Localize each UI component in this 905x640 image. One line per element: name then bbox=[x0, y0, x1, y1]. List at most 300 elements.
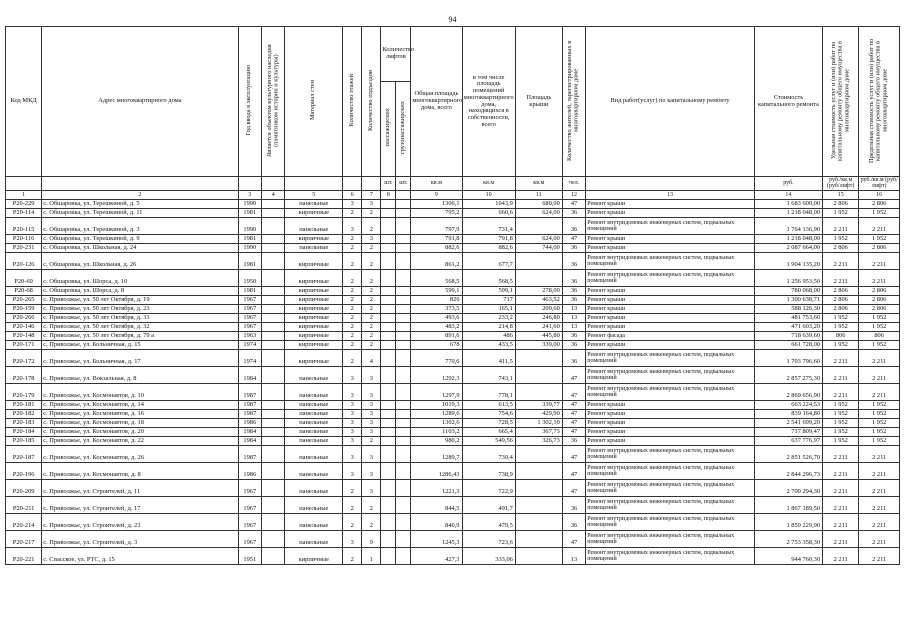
cell-cost: 944 760,30 bbox=[754, 548, 822, 565]
cell-work-type: Ремонт внутридомовых инженерных систем, подвальных помещений bbox=[586, 218, 755, 235]
cell-floors: 3 bbox=[343, 367, 362, 384]
address-header: Адрес многоквартирного дома bbox=[42, 27, 238, 177]
table-row bbox=[6, 332, 900, 341]
cell-work-type: Ремонт внутридомовых инженерных систем, подвальных помещений bbox=[586, 497, 755, 514]
cell-entrances: 2 bbox=[362, 332, 381, 341]
cell-lifts-cargo bbox=[396, 437, 411, 446]
table-row bbox=[6, 341, 900, 350]
cell-code: Р20-181 bbox=[6, 401, 42, 410]
cell-work-type: Ремонт внутридомовых инженерных систем, подвальных помещений bbox=[586, 514, 755, 531]
cell-lifts-passenger bbox=[381, 463, 396, 480]
cell-floors: 2 bbox=[343, 253, 362, 270]
cell-unit-cost: 2 211 bbox=[823, 480, 859, 497]
cell-residents: 36 bbox=[562, 244, 585, 253]
unit-limit-cost: руб./кв.м (руб/лифт) bbox=[860, 177, 898, 190]
cell-code: Р20-214 bbox=[6, 514, 42, 531]
cell-wall-material: кирпичные bbox=[285, 235, 343, 244]
cell-roof-area bbox=[515, 446, 562, 463]
cell-work-type: Ремонт крыши bbox=[586, 410, 755, 419]
cell-total-area: 826 bbox=[411, 296, 462, 305]
cell-limit-cost: 2 211 bbox=[859, 218, 900, 235]
cell-code: Р20-178 bbox=[6, 367, 42, 384]
cell-work-type: Ремонт крыши bbox=[586, 235, 755, 244]
cell-lifts-cargo bbox=[396, 410, 411, 419]
cell-lifts-passenger bbox=[381, 384, 396, 401]
table-row bbox=[6, 480, 900, 497]
cell-cost: 481 753,60 bbox=[754, 314, 822, 323]
cell-heritage bbox=[262, 514, 285, 531]
unit-total-area: кв.м bbox=[411, 177, 462, 191]
cell-total-area: 427,3 bbox=[411, 548, 462, 565]
cell-code: Р20-69 bbox=[6, 270, 42, 287]
table-row bbox=[6, 384, 900, 401]
cell-cost: 1 867 189,50 bbox=[754, 497, 822, 514]
cell-code: Р20-159 bbox=[6, 305, 42, 314]
cell-heritage bbox=[262, 296, 285, 305]
cell-cost: 1 764 136,90 bbox=[754, 218, 822, 235]
cell-code: Р20-68 bbox=[6, 287, 42, 296]
cell-work-type: Ремонт фасада bbox=[586, 332, 755, 341]
cell-unit-cost: 2 806 bbox=[823, 296, 859, 305]
cost-header: Стоимость капитального ремонта bbox=[754, 27, 822, 177]
cell-wall-material: кирпичные bbox=[285, 323, 343, 332]
cell-floors: 3 bbox=[343, 531, 362, 548]
cell-limit-cost: 2 806 bbox=[859, 305, 900, 314]
cell-wall-material: панельные bbox=[285, 200, 343, 209]
cell-address: с. Приволжье, ул. Вокзальная, д. 8 bbox=[42, 367, 238, 384]
cell-total-area: 1297,9 bbox=[411, 384, 462, 401]
cell-heritage bbox=[262, 446, 285, 463]
cell-unit-cost: 1 952 bbox=[823, 401, 859, 410]
cell-address: с. Приволжье, ул. Космонавтов, д. 18 bbox=[42, 419, 238, 428]
cell-wall-material: кирпичные bbox=[285, 305, 343, 314]
cell-residents: 47 bbox=[562, 446, 585, 463]
cell-code: Р20-182 bbox=[6, 410, 42, 419]
cell-wall-material: кирпичные bbox=[285, 270, 343, 287]
cell-code: Р20-217 bbox=[6, 531, 42, 548]
cell-wall-material: кирпичные bbox=[285, 253, 343, 270]
cell-cost: 1 218 048,00 bbox=[754, 235, 822, 244]
cell-address: с. Приволжье, ул. Строителей, д. 11 bbox=[42, 480, 238, 497]
col-num: 9 bbox=[411, 190, 462, 200]
cell-total-area: 1019,3 bbox=[411, 401, 462, 410]
col-num: 3 bbox=[238, 190, 261, 200]
cell-year: 1967 bbox=[238, 314, 261, 323]
cell-wall-material: панельные bbox=[285, 401, 343, 410]
cell-total-area: 373,5 bbox=[411, 305, 462, 314]
cell-roof-area: 463,52 bbox=[515, 296, 562, 305]
cell-wall-material: кирпичные bbox=[285, 314, 343, 323]
cell-entrances: 3 bbox=[362, 200, 381, 209]
cell-code: Р20-183 bbox=[6, 419, 42, 428]
cell-heritage bbox=[262, 314, 285, 323]
cell-lifts-cargo bbox=[396, 332, 411, 341]
cell-unit-cost: 1 952 bbox=[823, 314, 859, 323]
cell-lifts-cargo bbox=[396, 296, 411, 305]
cell-residents: 47 bbox=[562, 200, 585, 209]
unit-roof-area: кв.м bbox=[515, 177, 562, 191]
cell-lifts-cargo bbox=[396, 350, 411, 367]
cell-lifts-passenger bbox=[381, 437, 396, 446]
cell-lifts-passenger bbox=[381, 270, 396, 287]
cell-cost: 1 300 638,71 bbox=[754, 296, 822, 305]
cell-owned-area: 1043,9 bbox=[462, 200, 515, 209]
cell-year: 1951 bbox=[238, 548, 261, 565]
cell-roof-area bbox=[515, 514, 562, 531]
cell-lifts-passenger bbox=[381, 287, 396, 296]
cell-year: 1987 bbox=[238, 384, 261, 401]
col-num: 8 bbox=[381, 190, 396, 200]
cell-year: 1963 bbox=[238, 332, 261, 341]
cell-work-type: Ремонт крыши bbox=[586, 244, 755, 253]
cell-address: с. Обшаровка, ул. Терешкиной, д. 11 bbox=[42, 209, 238, 218]
cell-lifts-cargo bbox=[396, 200, 411, 209]
table-row bbox=[6, 218, 900, 235]
cell-address: с. Приволжье, ул. Космонавтов, д. 26 bbox=[42, 446, 238, 463]
cell-owned-area: 731,4 bbox=[462, 218, 515, 235]
cell-entrances: 3 bbox=[362, 235, 381, 244]
cell-lifts-passenger bbox=[381, 350, 396, 367]
cell-code: Р20-126 bbox=[6, 253, 42, 270]
cell-work-type: Ремонт крыши bbox=[586, 428, 755, 437]
cell-limit-cost: 2 806 bbox=[859, 287, 900, 296]
cell-address: с. Приволжье, ул. 50 лет Октября, д. 79 а bbox=[42, 332, 238, 341]
lifts-passenger-header: пассажирских bbox=[384, 108, 392, 147]
cell-work-type: Ремонт внутридомовых инженерных систем, подвальных помещений bbox=[586, 350, 755, 367]
cell-heritage bbox=[262, 428, 285, 437]
cell-heritage bbox=[262, 531, 285, 548]
cell-floors: 2 bbox=[343, 287, 362, 296]
cell-heritage bbox=[262, 305, 285, 314]
cell-year: 1990 bbox=[238, 200, 261, 209]
cell-floors: 3 bbox=[343, 446, 362, 463]
cell-owned-area: 728,5 bbox=[462, 419, 515, 428]
cell-wall-material: кирпичные bbox=[285, 332, 343, 341]
repair-register-table bbox=[5, 26, 900, 565]
cell-code: Р20-179 bbox=[6, 384, 42, 401]
cell-year: 1981 bbox=[238, 235, 261, 244]
cell-address: с. Приволжье, ул. Космонавтов, д. 14 bbox=[42, 401, 238, 410]
cell-lifts-cargo bbox=[396, 235, 411, 244]
cell-residents: 47 bbox=[562, 235, 585, 244]
cell-floors: 2 bbox=[343, 314, 362, 323]
col-num: 13 bbox=[586, 190, 755, 200]
cell-roof-area: 339,77 bbox=[515, 401, 562, 410]
table-row bbox=[6, 323, 900, 332]
unit-max-cost: руб./кв.м (руб/лифт) bbox=[823, 177, 859, 191]
cell-year: 1981 bbox=[238, 253, 261, 270]
cell-roof-area: 367,73 bbox=[515, 428, 562, 437]
cell-floors: 2 bbox=[343, 480, 362, 497]
table-row bbox=[6, 446, 900, 463]
cell-lifts-cargo bbox=[396, 218, 411, 235]
cell-year: 1981 bbox=[238, 209, 261, 218]
cell-residents: 47 bbox=[562, 384, 585, 401]
cell-wall-material: панельные bbox=[285, 244, 343, 253]
cell-lifts-passenger bbox=[381, 531, 396, 548]
cell-limit-cost: 1 952 bbox=[859, 209, 900, 218]
cell-wall-material: кирпичные bbox=[285, 341, 343, 350]
cell-owned-area: 677,7 bbox=[462, 253, 515, 270]
cell-limit-cost: 1 952 bbox=[859, 235, 900, 244]
cell-entrances: 2 bbox=[362, 209, 381, 218]
cell-owned-area: 665,4 bbox=[462, 428, 515, 437]
cell-wall-material: панельные bbox=[285, 367, 343, 384]
cell-wall-material: кирпичные bbox=[285, 350, 343, 367]
cell-code: Р20-172 bbox=[6, 350, 42, 367]
cell-total-area: 678 bbox=[411, 341, 462, 350]
cell-limit-cost: 2 211 bbox=[859, 531, 900, 548]
cell-lifts-cargo bbox=[396, 270, 411, 287]
cell-year: 1990 bbox=[238, 244, 261, 253]
cell-entrances: 3 bbox=[362, 446, 381, 463]
cell-work-type: Ремонт внутридомовых инженерных систем, подвальных помещений bbox=[586, 367, 755, 384]
cell-entrances: 1 bbox=[362, 548, 381, 565]
cell-wall-material: панельные bbox=[285, 218, 343, 235]
cell-owned-area: 568,5 bbox=[462, 270, 515, 287]
cell-cost: 2 869 656,90 bbox=[754, 384, 822, 401]
cell-work-type: Ремонт крыши bbox=[586, 296, 755, 305]
cell-code: Р20-146 bbox=[6, 323, 42, 332]
cell-entrances: 4 bbox=[362, 350, 381, 367]
cell-total-area: 1289,6 bbox=[411, 410, 462, 419]
cell-heritage bbox=[262, 332, 285, 341]
cell-residents: 47 bbox=[562, 428, 585, 437]
cell-cost: 1 859 229,90 bbox=[754, 514, 822, 531]
cell-residents: 36 bbox=[562, 514, 585, 531]
cell-lifts-passenger bbox=[381, 341, 396, 350]
col-num: 7 bbox=[362, 190, 381, 200]
cell-wall-material: панельные bbox=[285, 514, 343, 531]
cell-work-type: Ремонт крыши bbox=[586, 419, 755, 428]
cell-total-area: 1221,3 bbox=[411, 480, 462, 497]
cell-heritage bbox=[262, 437, 285, 446]
cell-lifts-cargo bbox=[396, 314, 411, 323]
cell-code: Р20-209 bbox=[6, 480, 42, 497]
cell-wall-material: панельные bbox=[285, 463, 343, 480]
cell-cost: 637 776,97 bbox=[754, 437, 822, 446]
cell-year: 1974 bbox=[238, 350, 261, 367]
cell-unit-cost: 2 806 bbox=[823, 305, 859, 314]
cell-address: с. Приволжье, ул. Космонавтов, д. 16 bbox=[42, 410, 238, 419]
cell-cost: 2 851 526,70 bbox=[754, 446, 822, 463]
cell-total-area: 861,2 bbox=[411, 253, 462, 270]
cell-roof-area: 429,90 bbox=[515, 410, 562, 419]
cell-total-area: 483,2 bbox=[411, 323, 462, 332]
cell-lifts-passenger bbox=[381, 209, 396, 218]
cell-lifts-passenger bbox=[381, 497, 396, 514]
cell-year: 1984 bbox=[238, 428, 261, 437]
cell-year: 1967 bbox=[238, 497, 261, 514]
cell-cost: 1 256 953,50 bbox=[754, 270, 822, 287]
cell-owned-area: 233,2 bbox=[462, 314, 515, 323]
cell-total-area: 980,2 bbox=[411, 437, 462, 446]
cell-work-type: Ремонт крыши bbox=[586, 209, 755, 218]
cell-limit-cost: 1 952 bbox=[859, 419, 900, 428]
cell-floors: 3 bbox=[343, 218, 362, 235]
cell-lifts-cargo bbox=[396, 384, 411, 401]
cell-cost: 2 857 275,30 bbox=[754, 367, 822, 384]
cell-cost: 663 224,53 bbox=[754, 401, 822, 410]
table-row bbox=[6, 270, 900, 287]
table-row bbox=[6, 410, 900, 419]
table-row bbox=[6, 367, 900, 384]
cell-limit-cost: 1 952 bbox=[859, 323, 900, 332]
cell-year: 1984 bbox=[238, 367, 261, 384]
cell-limit-cost: 1 952 bbox=[859, 437, 900, 446]
cell-lifts-passenger bbox=[381, 296, 396, 305]
table-row bbox=[6, 514, 900, 531]
total-area-header: Общая площадь многоквартирного дома, всего bbox=[411, 27, 462, 177]
cell-total-area: 1286,43 bbox=[411, 463, 462, 480]
cell-work-type: Ремонт внутридомовых инженерных систем, подвальных помещений bbox=[586, 548, 755, 565]
cell-lifts-passenger bbox=[381, 253, 396, 270]
cell-residents: 47 bbox=[562, 480, 585, 497]
cell-wall-material: панельные bbox=[285, 419, 343, 428]
cell-year: 1981 bbox=[238, 287, 261, 296]
cell-limit-cost: 2 211 bbox=[859, 480, 900, 497]
cell-limit-cost: 1 952 bbox=[859, 428, 900, 437]
cell-work-type: Ремонт внутридомовых инженерных систем, подвальных помещений bbox=[586, 253, 755, 270]
cell-unit-cost: 1 952 bbox=[823, 323, 859, 332]
unit-lifts-passenger: шт. bbox=[381, 177, 396, 191]
cell-unit-cost: 2 211 bbox=[823, 548, 859, 565]
cell-work-type: Ремонт внутридомовых инженерных систем, подвальных помещений bbox=[586, 270, 755, 287]
cell-roof-area: 209,60 bbox=[515, 305, 562, 314]
cell-floors: 3 bbox=[343, 410, 362, 419]
cell-roof-area bbox=[515, 480, 562, 497]
cell-code: Р20-221 bbox=[6, 548, 42, 565]
unit-owned-area: кв.м bbox=[462, 177, 515, 191]
cell-entrances: 2 bbox=[362, 514, 381, 531]
cell-residents: 36 bbox=[562, 270, 585, 287]
lifts-group-header: Количество лифтов bbox=[381, 27, 411, 82]
entrances-header: Количество подъездов bbox=[367, 69, 374, 131]
cell-floors: 3 bbox=[343, 419, 362, 428]
cell-owned-area: 491,7 bbox=[462, 497, 515, 514]
cell-heritage bbox=[262, 410, 285, 419]
cell-lifts-passenger bbox=[381, 244, 396, 253]
cell-limit-cost: 2 211 bbox=[859, 367, 900, 384]
code-header: Код МКД bbox=[6, 27, 42, 177]
cell-residents: 36 bbox=[562, 497, 585, 514]
cell-year: 1984 bbox=[238, 437, 261, 446]
cell-limit-cost: 2 211 bbox=[859, 514, 900, 531]
roof-area-header: Площадь крыши bbox=[515, 27, 562, 177]
cell-total-area: 882,6 bbox=[411, 244, 462, 253]
cell-address: с. Обшаровка, ул. Школьная, д. 26 bbox=[42, 253, 238, 270]
units-row bbox=[6, 177, 900, 191]
cell-residents: 47 bbox=[562, 463, 585, 480]
cell-entrances: 3 bbox=[362, 428, 381, 437]
cell-total-area: 493,6 bbox=[411, 314, 462, 323]
heritage-header: Является объектом культурного наследия (памятником истории и культуры) bbox=[265, 43, 280, 157]
cell-unit-cost: 2 211 bbox=[823, 350, 859, 367]
cell-lifts-passenger bbox=[381, 446, 396, 463]
cell-lifts-passenger bbox=[381, 367, 396, 384]
lifts-cargo-header: грузопассажирских bbox=[398, 101, 406, 155]
cell-roof-area: 278,00 bbox=[515, 287, 562, 296]
cell-entrances: 2 bbox=[362, 323, 381, 332]
cell-residents: 36 bbox=[562, 341, 585, 350]
cell-unit-cost: 2 211 bbox=[823, 463, 859, 480]
cell-owned-area: 549,56 bbox=[462, 437, 515, 446]
cell-cost: 717 809,47 bbox=[754, 428, 822, 437]
cell-residents: 47 bbox=[562, 401, 585, 410]
cell-year: 1974 bbox=[238, 341, 261, 350]
cell-heritage bbox=[262, 497, 285, 514]
cell-owned-area: 778,1 bbox=[462, 384, 515, 401]
table-row bbox=[6, 244, 900, 253]
cell-floors: 2 bbox=[343, 244, 362, 253]
table-row bbox=[6, 531, 900, 548]
cell-unit-cost: 2 806 bbox=[823, 200, 859, 209]
cell-total-area: 770,6 bbox=[411, 350, 462, 367]
cell-lifts-passenger bbox=[381, 235, 396, 244]
cell-entrances: 2 bbox=[362, 437, 381, 446]
cell-residents: 36 bbox=[562, 209, 585, 218]
cell-year: 1986 bbox=[238, 419, 261, 428]
cell-lifts-cargo bbox=[396, 341, 411, 350]
table-row bbox=[6, 350, 900, 367]
cell-code: Р20-196 bbox=[6, 463, 42, 480]
cell-lifts-cargo bbox=[396, 480, 411, 497]
table-row bbox=[6, 209, 900, 218]
cell-code: Р20-116 bbox=[6, 235, 42, 244]
table-header bbox=[6, 27, 900, 200]
cell-floors: 2 bbox=[343, 514, 362, 531]
col-num: 1 bbox=[6, 190, 42, 200]
cell-residents: 13 bbox=[562, 548, 585, 565]
cell-total-area: 1292,3 bbox=[411, 367, 462, 384]
cell-roof-area: 445,80 bbox=[515, 332, 562, 341]
table-body bbox=[6, 200, 900, 565]
cell-wall-material: панельные bbox=[285, 428, 343, 437]
cell-heritage bbox=[262, 367, 285, 384]
cell-unit-cost: 1 952 bbox=[823, 428, 859, 437]
cell-owned-area: 882,6 bbox=[462, 244, 515, 253]
cell-total-area: 1103,2 bbox=[411, 428, 462, 437]
cell-heritage bbox=[262, 209, 285, 218]
cell-lifts-passenger bbox=[381, 514, 396, 531]
cell-limit-cost: 1 952 bbox=[859, 410, 900, 419]
cell-year: 1967 bbox=[238, 480, 261, 497]
cell-floors: 2 bbox=[343, 497, 362, 514]
cell-unit-cost: 2 211 bbox=[823, 497, 859, 514]
cell-year: 1987 bbox=[238, 446, 261, 463]
cell-entrances: 3 bbox=[362, 401, 381, 410]
cell-entrances: 3 bbox=[362, 410, 381, 419]
cell-limit-cost: 2 806 bbox=[859, 200, 900, 209]
cell-roof-area bbox=[515, 497, 562, 514]
cell-entrances: 2 bbox=[362, 244, 381, 253]
cell-lifts-passenger bbox=[381, 401, 396, 410]
table-row bbox=[6, 314, 900, 323]
cell-entrances: 2 bbox=[362, 218, 381, 235]
cell-limit-cost: 2 211 bbox=[859, 350, 900, 367]
cell-roof-area: 246,80 bbox=[515, 314, 562, 323]
table-row bbox=[6, 235, 900, 244]
cell-entrances: 3 bbox=[362, 367, 381, 384]
table-row bbox=[6, 296, 900, 305]
cell-lifts-passenger bbox=[381, 332, 396, 341]
cell-lifts-cargo bbox=[396, 287, 411, 296]
cell-floors: 3 bbox=[343, 200, 362, 209]
cell-residents: 36 bbox=[562, 253, 585, 270]
cell-entrances: 2 bbox=[362, 314, 381, 323]
cell-total-area: 795,2 bbox=[411, 209, 462, 218]
unit-residents: чел. bbox=[562, 177, 585, 191]
